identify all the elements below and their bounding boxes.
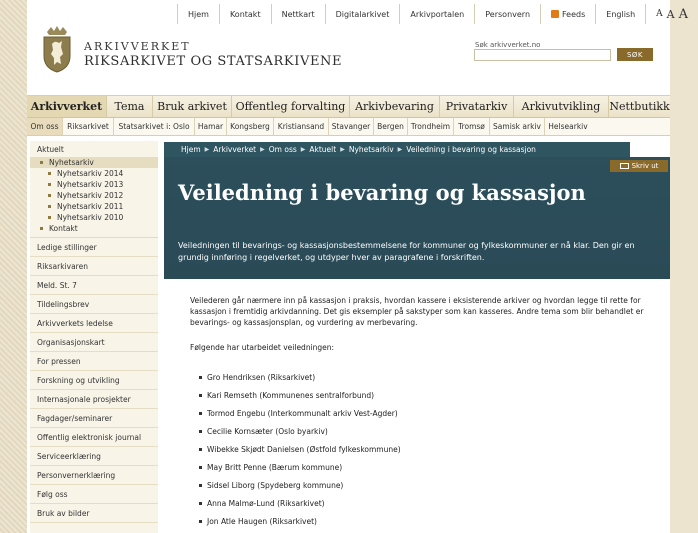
util-link-nettkart[interactable]: Nettkart bbox=[271, 4, 325, 24]
author-name: Cecilie Kornsæter (Oslo byarkiv) bbox=[207, 426, 328, 436]
breadcrumb bbox=[164, 142, 630, 157]
bullet-icon bbox=[48, 216, 51, 219]
search-button[interactable]: SØK bbox=[617, 48, 653, 61]
author-name: Wibekke Skjødt Danielsen (Østfold fylkeskommune) bbox=[207, 444, 401, 454]
sidebar-sub-label: Kontakt bbox=[49, 223, 78, 233]
util-link-digitalarkivet[interactable]: Digitalarkivet bbox=[325, 4, 400, 24]
list-item bbox=[190, 476, 650, 494]
bullet-icon bbox=[199, 376, 202, 379]
article-paragraph: Veilederen går nærmere inn på kassasjon i praksis, hvordan kassere i eksisterende arkiver og hvordan legge til rette for kassasjon i fremtidig arkivdanning. Det gis eksempler på sakstyper som kan kasseres. Andre tema som blir behandlet er bevarings- og kassasjonsplan, og vurdering av merbevaring. bbox=[190, 296, 644, 327]
sidebar-item-internasjonale-prosjekter[interactable]: Internasjonale prosjekter bbox=[30, 390, 158, 409]
rss-icon bbox=[551, 10, 559, 18]
nav-offentleg-forvalting[interactable]: Offentleg forvalting bbox=[232, 96, 350, 117]
subnav-om-oss[interactable]: Om oss bbox=[27, 118, 63, 135]
sidebar-sub-nyhetsarkiv-2013[interactable] bbox=[30, 179, 158, 190]
subnav-kristiansand[interactable]: Kristiansand bbox=[274, 118, 329, 135]
search-input[interactable] bbox=[474, 49, 611, 61]
nav-nettbutikk[interactable]: Nettbutikk bbox=[609, 100, 670, 113]
util-link-arkivportalen[interactable]: Arkivportalen bbox=[399, 4, 474, 24]
sidebar-item-folg-oss[interactable]: Følg oss bbox=[30, 485, 158, 504]
nav-privatarkiv[interactable]: Privatarkiv bbox=[440, 96, 514, 117]
sidebar-sub-label: Nyhetsarkiv 2013 bbox=[57, 180, 124, 189]
font-size-medium[interactable]: A bbox=[666, 7, 675, 21]
subnav-helsearkiv[interactable]: Helsearkiv bbox=[548, 122, 588, 131]
author-name: Anna Malmø-Lund (Riksarkivet) bbox=[207, 498, 325, 508]
chevron-right-icon: ▶ bbox=[340, 146, 345, 153]
author-list bbox=[190, 368, 650, 530]
sidebar-sub-label: Nyhetsarkiv 2012 bbox=[57, 191, 124, 200]
font-size-large[interactable]: A bbox=[678, 6, 689, 22]
breadcrumb-arkivverket[interactable]: Arkivverket bbox=[213, 145, 257, 154]
utility-bar bbox=[177, 4, 698, 24]
breadcrumb-current: Veiledning i bevaring og kassasjon bbox=[406, 145, 536, 154]
list-item bbox=[190, 494, 650, 512]
chevron-right-icon: ▶ bbox=[260, 146, 265, 153]
subnav-kongsberg[interactable]: Kongsberg bbox=[227, 118, 274, 135]
sidebar-item-serviceerklaering[interactable]: Serviceerklæring bbox=[30, 447, 158, 466]
sidebar-item-offentlig-journal[interactable]: Offentlig elektronisk journal bbox=[30, 428, 158, 447]
author-name: Jon Atle Haugen (Riksarkivet) bbox=[207, 516, 317, 526]
util-link-personvern[interactable]: Personvern bbox=[474, 4, 540, 24]
background-strip bbox=[0, 0, 27, 533]
sub-nav bbox=[27, 118, 670, 136]
sidebar-sub-nyhetsarkiv-2014[interactable] bbox=[30, 168, 158, 179]
sidebar-item-fagdager[interactable]: Fagdager/seminarer bbox=[30, 409, 158, 428]
bullet-icon bbox=[48, 183, 51, 186]
chevron-right-icon: ▶ bbox=[397, 146, 403, 153]
article-hero bbox=[164, 157, 670, 279]
list-item bbox=[190, 386, 650, 404]
sidebar-item-tildelingsbrev[interactable]: Tildelingsbrev bbox=[30, 295, 158, 314]
bullet-icon bbox=[199, 502, 202, 505]
article-lead: Veiledningen til bevarings- og kassasjonsbestemmelsene for kommuner og fylkeskommuner er nå klar. Den gir en grundig innføring i regelverket, og utdyper hver av paragrafene i forskriften. bbox=[178, 241, 635, 262]
sidebar-item-aktuelt[interactable]: Aktuelt bbox=[37, 144, 64, 154]
author-name: Tormod Engebu (Interkommunalt arkiv Vest-Agder) bbox=[207, 408, 398, 418]
sidebar-sub-nyhetsarkiv[interactable] bbox=[30, 157, 158, 168]
sidebar-item-riksarkivaren[interactable]: Riksarkivaren bbox=[30, 257, 158, 276]
subnav-hamar[interactable]: Hamar bbox=[195, 118, 227, 135]
sidebar-item-organisasjonskart[interactable]: Organisasjonskart bbox=[30, 333, 158, 352]
bullet-icon bbox=[199, 520, 202, 523]
article-body bbox=[190, 295, 650, 530]
page-title: Veiledning i bevaring og kassasjon bbox=[178, 180, 586, 205]
bullet-icon bbox=[199, 412, 202, 415]
bullet-icon bbox=[199, 394, 202, 397]
util-link-feeds[interactable] bbox=[540, 4, 595, 24]
subnav-stavanger[interactable]: Stavanger bbox=[329, 118, 374, 135]
sidebar-aktuelt-group bbox=[30, 141, 158, 238]
bullet-icon bbox=[199, 484, 202, 487]
sidebar bbox=[30, 141, 158, 533]
util-link-hjem[interactable]: Hjem bbox=[177, 4, 219, 24]
nav-arkivverket[interactable]: Arkivverket bbox=[27, 96, 107, 117]
author-list-intro: Følgende har utarbeidet veiledningen: bbox=[190, 343, 335, 352]
author-name: May Britt Penne (Bærum kommune) bbox=[207, 462, 343, 472]
util-link-english[interactable]: English bbox=[595, 4, 645, 24]
list-item bbox=[190, 422, 650, 440]
search-label: Søk arkivverket.no bbox=[475, 41, 541, 49]
bullet-icon bbox=[199, 430, 202, 433]
subnav-tromso[interactable]: Tromsø bbox=[454, 118, 490, 135]
chevron-right-icon: ▶ bbox=[300, 146, 306, 153]
subnav-statsarkivet-oslo[interactable]: Statsarkivet i: Oslo bbox=[114, 118, 195, 135]
bullet-icon bbox=[199, 448, 202, 451]
subnav-riksarkivet[interactable]: Riksarkivet bbox=[63, 118, 114, 135]
brand-line-2[interactable]: RIKSARKIVET OG STATSARKIVENE bbox=[84, 54, 343, 69]
printer-icon bbox=[620, 163, 629, 169]
sidebar-item-personvernerklaering[interactable]: Personvernerklæring bbox=[30, 466, 158, 485]
chevron-right-icon: ▶ bbox=[204, 146, 210, 153]
brand-line-1: ARKIVVERKET bbox=[84, 40, 191, 53]
bullet-icon bbox=[199, 466, 202, 469]
nav-arkivutvikling[interactable]: Arkivutvikling bbox=[514, 96, 609, 117]
bullet-icon bbox=[48, 194, 51, 197]
list-item bbox=[190, 440, 650, 458]
sidebar-sub-label: Nyhetsarkiv 2011 bbox=[57, 202, 124, 211]
sidebar-sub-nyhetsarkiv-2011[interactable] bbox=[30, 201, 158, 212]
breadcrumb-aktuelt[interactable]: Aktuelt bbox=[309, 145, 337, 154]
author-name: Sidsel Liborg (Spydeberg kommune) bbox=[207, 480, 344, 490]
sidebar-item-for-pressen[interactable]: For pressen bbox=[30, 352, 158, 371]
sidebar-sub-label: Nyhetsarkiv bbox=[49, 158, 94, 167]
main-nav bbox=[27, 95, 670, 118]
breadcrumb-om-oss[interactable]: Om oss bbox=[268, 145, 297, 154]
feeds-label: Feeds bbox=[562, 9, 586, 19]
author-name: Kari Remseth (Kommunenes sentralforbund) bbox=[207, 390, 375, 400]
nav-arkivbevaring[interactable]: Arkivbevaring bbox=[350, 96, 440, 117]
sidebar-item-forskning[interactable]: Forskning og utvikling bbox=[30, 371, 158, 390]
sidebar-item-meld-st-7[interactable]: Meld. St. 7 bbox=[30, 276, 158, 295]
subnav-trondheim[interactable]: Trondheim bbox=[408, 118, 454, 135]
author-name: Gro Hendriksen (Riksarkivet) bbox=[207, 372, 316, 382]
print-label: Skriv ut bbox=[631, 162, 659, 170]
font-size-small[interactable]: A bbox=[656, 9, 663, 19]
sidebar-sub-kontakt[interactable] bbox=[30, 223, 158, 237]
coat-of-arms-logo[interactable] bbox=[41, 24, 73, 74]
subnav-samisk-arkiv[interactable]: Samisk arkiv bbox=[490, 118, 545, 135]
sidebar-sub-nyhetsarkiv-2010[interactable] bbox=[30, 212, 158, 223]
list-item bbox=[190, 404, 650, 422]
list-item bbox=[190, 368, 650, 386]
sidebar-sub-nyhetsarkiv-2012[interactable] bbox=[30, 190, 158, 201]
sidebar-sub-label: Nyhetsarkiv 2010 bbox=[57, 213, 124, 222]
list-item bbox=[190, 458, 650, 476]
bullet-icon bbox=[48, 172, 51, 175]
sidebar-item-bruk-av-bilder[interactable]: Bruk av bilder bbox=[30, 504, 158, 523]
sidebar-sub-label: Nyhetsarkiv 2014 bbox=[57, 169, 124, 178]
bullet-icon bbox=[40, 161, 43, 164]
breadcrumb-hjem[interactable]: Hjem bbox=[181, 145, 201, 154]
page bbox=[27, 0, 689, 533]
print-button[interactable] bbox=[610, 160, 668, 172]
nav-tema[interactable]: Tema bbox=[107, 96, 153, 117]
sidebar-item-ledige-stillinger[interactable]: Ledige stillinger bbox=[30, 238, 158, 257]
font-size-controls bbox=[645, 4, 698, 24]
list-item bbox=[190, 512, 650, 530]
sidebar-item-arkivverkets-ledelse[interactable]: Arkivverkets ledelse bbox=[30, 314, 158, 333]
subnav-bergen[interactable]: Bergen bbox=[374, 118, 408, 135]
bullet-icon bbox=[48, 205, 51, 208]
nav-bruk-arkivet[interactable]: Bruk arkivet bbox=[153, 96, 232, 117]
breadcrumb-nyhetsarkiv[interactable]: Nyhetsarkiv bbox=[348, 145, 394, 154]
util-link-kontakt[interactable]: Kontakt bbox=[219, 4, 271, 24]
bullet-icon bbox=[40, 227, 43, 230]
